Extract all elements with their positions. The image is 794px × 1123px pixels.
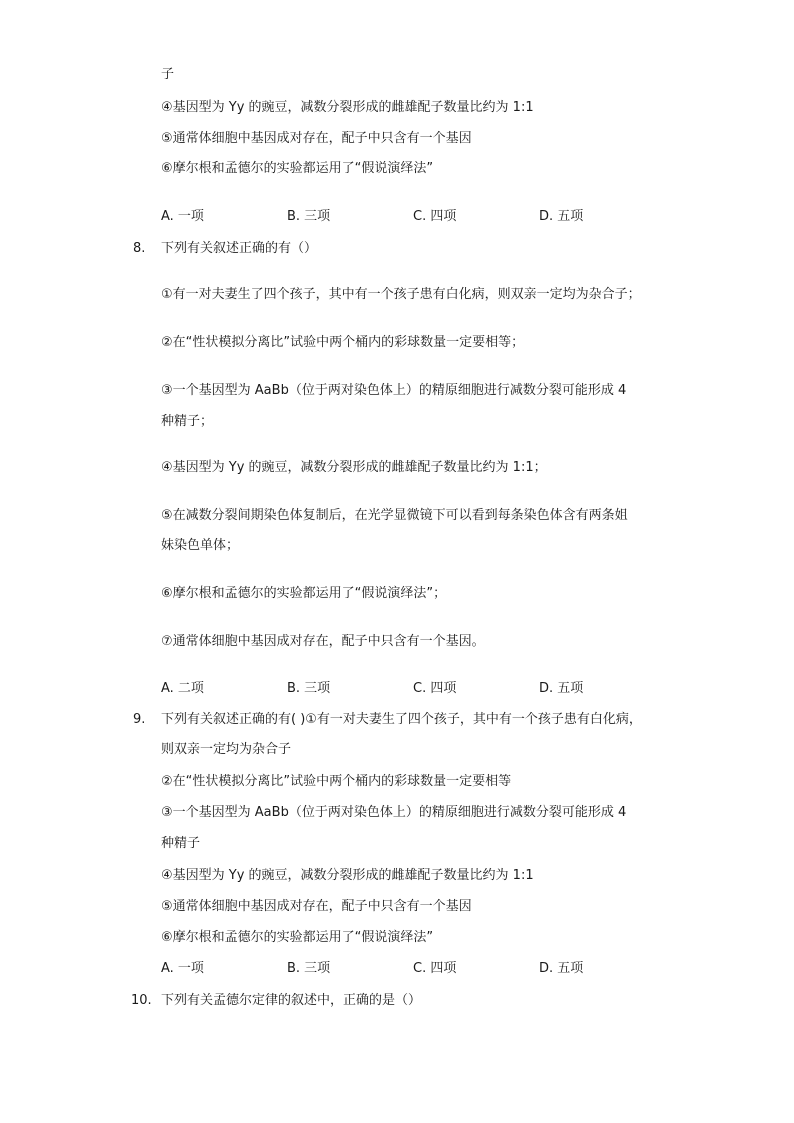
q9-statement-3: ③一个基因型为 AaBb（位于两对染色体上）的精原细胞进行减数分裂可能形成 4 — [161, 805, 627, 820]
q8-statement-1: ①有一对夫妻生了四个孩子，其中有一个孩子患有白化病，则双亲一定均为杂合子； — [161, 287, 641, 302]
statement-continuation: 子 — [161, 67, 175, 82]
question-9-stem-cont: 则双亲一定均为杂合子 — [161, 742, 292, 757]
question-9-stem: 下列有关叙述正确的有( )①有一对夫妻生了四个孩子，其中有一个孩子患有白化病， — [161, 712, 642, 727]
q8-statement-2: ②在“性状模拟分离比”试验中两个桶内的彩球数量一定要相等； — [161, 335, 525, 350]
q8-option-a: A. 二项 — [161, 681, 204, 696]
question-10-number: 10. — [131, 993, 152, 1008]
option-d: D. 五项 — [539, 209, 584, 224]
q9-statement-4: ④基因型为 Yy 的豌豆，减数分裂形成的雌雄配子数量比约为 1:1 — [161, 868, 534, 883]
question-8-number: 8. — [133, 241, 146, 256]
q8-statement-3-cont: 种精子； — [161, 414, 214, 429]
question-9-number: 9. — [133, 712, 146, 727]
q9-statement-2: ②在“性状模拟分离比”试验中两个桶内的彩球数量一定要相等 — [161, 774, 512, 789]
q8-statement-7: ⑦通常体细胞中基因成对存在，配子中只含有一个基因。 — [161, 634, 485, 649]
q9-statement-6: ⑥摩尔根和孟德尔的实验都运用了“假说演绎法” — [161, 930, 434, 945]
q9-statement-3-cont: 种精子 — [161, 836, 201, 851]
question-8-stem: 下列有关叙述正确的有（） — [161, 241, 318, 256]
q9-option-d: D. 五项 — [539, 961, 584, 976]
q9-option-c: C. 四项 — [413, 961, 457, 976]
option-c: C. 四项 — [413, 209, 457, 224]
statement-5: ⑤通常体细胞中基因成对存在，配子中只含有一个基因 — [161, 131, 472, 146]
q9-statement-5: ⑤通常体细胞中基因成对存在，配子中只含有一个基因 — [161, 899, 472, 914]
statement-6: ⑥摩尔根和孟德尔的实验都运用了“假说演绎法” — [161, 161, 434, 176]
option-a: A. 一项 — [161, 209, 204, 224]
q8-option-b: B. 三项 — [287, 681, 331, 696]
q8-statement-4: ④基因型为 Yy 的豌豆，减数分裂形成的雌雄配子数量比约为 1:1； — [161, 460, 547, 475]
q9-option-b: B. 三项 — [287, 961, 331, 976]
q8-option-c: C. 四项 — [413, 681, 457, 696]
option-b: B. 三项 — [287, 209, 331, 224]
statement-4: ④基因型为 Yy 的豌豆，减数分裂形成的雌雄配子数量比约为 1:1 — [161, 100, 534, 115]
q8-statement-5: ⑤在减数分裂间期染色体复制后，在光学显微镜下可以看到每条染色体含有两条姐 — [161, 508, 628, 523]
q8-statement-3: ③一个基因型为 AaBb（位于两对染色体上）的精原细胞进行减数分裂可能形成 4 — [161, 383, 627, 398]
q8-statement-6: ⑥摩尔根和孟德尔的实验都运用了“假说演绎法”； — [161, 586, 447, 601]
q8-option-d: D. 五项 — [539, 681, 584, 696]
q8-statement-5-cont: 妹染色单体； — [161, 538, 240, 553]
q9-option-a: A. 一项 — [161, 961, 204, 976]
question-10-stem: 下列有关孟德尔定律的叙述中，正确的是（） — [161, 993, 422, 1008]
